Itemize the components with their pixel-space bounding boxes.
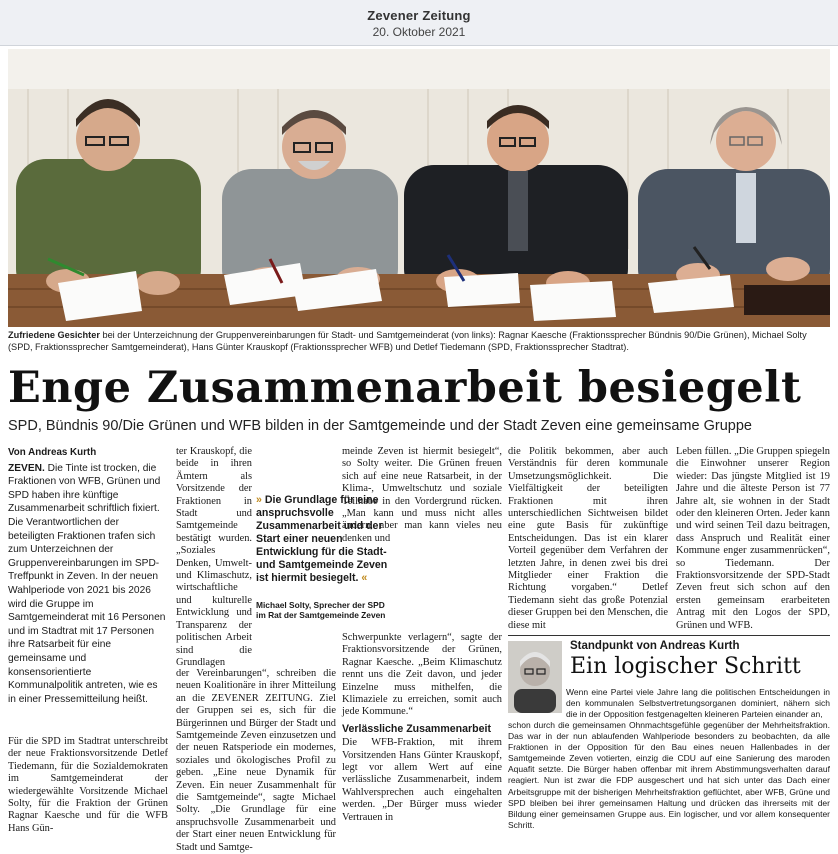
pull-quote-source: Michael Solty, Sprecher der SPD im Rat der Samtgemeinde Zeven xyxy=(256,600,386,620)
column-5-text: Leben füllen. „Die Gruppen spiegeln die Einwohner unserer Region wieder: Das jüngste Mitglied ist 19 Jahre und die älteste Person ist 77 Jahre alt, sie wohnen in der Stadt oder den kleineren Orten. Jeder kann und wird seinen Teil dazu beitragen, dass Anspruch und Realität einer Kommune enger zusammenrücken“, so Tiedemann. Der Fraktionsvorsitzende der SPD-Stadt Zeven freut sich schon auf den ersten gemeinsam erarbeiteten Antrag mit den Logos der SPD, Grünen und WFB. xyxy=(676,446,830,631)
commentary-divider xyxy=(508,635,830,636)
article-column-3b xyxy=(342,632,502,824)
quote-close-mark: « xyxy=(361,572,368,584)
author-portrait xyxy=(508,641,562,713)
headline: Enge Zusammenarbeit besiegelt xyxy=(8,363,802,413)
article-column-1b xyxy=(8,736,168,835)
commentary-text-2: schon durch die gemeinsamen Ohnmachtsgefühle gegenüber der Mehrheitsfraktion. Das war in der nun ablaufenden Wahlperiode besonders zu beobachten, da alle Fraktionen in der Opposition für den Bau eines neuen Hallenbades in der Samtgemeinde Zeven votierten, einzig die CDU auf eine Sanierung des maroden Aquafit setzte. Die Bürger haben offenbar mit ihrem Abstimmungsverhalten darauf reagiert. Nun ist zwar die FDP ausgeschert und hat sich unter das Dach einer Arbeitsgruppe mit der bisherigen Mehrheitsfraktion geflüchtet, aber WFB, Grüne und SPD bleiben bei ihrer gemeinsamen Haltung und drücken das ihrerseits mit der Bildung einer gemeinsamen Gruppe aus. Ein logischer, und vor allem konsequenter Schritt. xyxy=(508,720,830,830)
column-3a-text: meinde Zeven ist hiermit besiegelt“, so Solty weiter. Die Grünen freuen sich auf eine neue Ratsarbeit, in der Klima-, Umweltschutz und soziale Teilhabe in den Vordergrund rücken. „Man kann und muss nicht alles ändern, aber man kann vieles neu denken und xyxy=(342,446,502,544)
column-1-text: Die Tinte ist trocken, die Fraktionen von WFB, Grünen und SPD haben ihre künftige Zusammenarbeit schriftlich fixiert. Die Verantwortlichen der beteiligten Fraktionen trafen sich zum Unterzeichnen der Gruppenvereinbarungen im SPD-Treffpunkt in Zeven. In der neuen Wahlperiode von 2021 bis 2026 wird die Gruppe im Samtgemeinderat mit 16 Personen und im Stadtrat mit 17 Personen ihre Ratsarbeit für eine gemeinsame und konsensorientierte Kommunalpolitik antreten, wie es in einer Pressemitteilung heißt. xyxy=(8,462,166,705)
caption-lead: Zufriedene Gesichter xyxy=(8,330,100,340)
article-column-3a xyxy=(342,446,502,545)
app-header xyxy=(0,0,838,46)
article-photo xyxy=(8,49,830,327)
subheadline: SPD, Bündnis 90/Die Grünen und WFB bilden in der Samtgemeinde und der Stadt Zeven eine gemeinsame Gruppe xyxy=(8,418,752,434)
commentary-label: Standpunkt von Andreas Kurth xyxy=(570,640,740,652)
dateline: ZEVEN. xyxy=(8,462,45,474)
article-column-5 xyxy=(676,446,830,632)
caption-text: bei der Unterzeichnung der Gruppenvereinbarungen für Stadt- und Samtgemeinderat (von links): Ragnar Kaesche (Fraktionssprecher Bündnis 90/Die Grünen), Michael Solty (SPD, Fraktionssprecher Samtgemeinderat), Hans Günter Krauskopf (Fraktionssprecher WFB) und Detlef Tiedemann (SPD, Fraktionssprecher Stadtrat). xyxy=(8,330,807,352)
commentary-text-1: Wenn eine Partei viele Jahre lang die politischen Entscheidungen in den kommunalen Selbstvertretungsorganen dominiert, nähern sich die in der Opposition festgenagelten kleineren Parteien einander an, xyxy=(566,687,830,720)
section-subheading: Verlässliche Zusammenarbeit xyxy=(342,722,491,735)
commentary-title: Ein logischer Schritt xyxy=(570,654,801,679)
column-1b-text: Für die SPD im Stadtrat unterschreibt der neue Fraktionsvorsitzende Detlef Tiedemann, für die Sozialdemokraten im Samtgemeinderat der wiedergewählte Vorsitzende Michael Solty, für die Fraktion der Grünen Ragnar Kaesche und für die WFB Hans Gün- xyxy=(8,736,168,834)
column-2a-text: ter Krauskopf, die beide in ihren Ämtern als Vorsitzende der Fraktionen in Stadt und Samtgemeinde bestätigt wurden. „Soziales Denken, Umwelt- und Klimaschutz, wirtschaftliche und kulturelle Entwicklung und Transparenz der politischen Arbeit sind die Grundlagen xyxy=(176,446,252,668)
photo-caption xyxy=(8,330,830,353)
column-3b-text: Schwerpunkte verlagern“, sagte der Fraktionsvorsitzende der Grünen, Ragnar Kaesche. „Beim Klimaschutz rennt uns die Zeit davon, und jeder Einzelne muss mithelfen, die Klimaziele zu erreichen, somit auch jede Kommune.“ xyxy=(342,632,502,718)
issue-date: 20. Oktober 2021 xyxy=(372,25,466,39)
byline: Von Andreas Kurth xyxy=(8,447,97,458)
article-column-1 xyxy=(8,446,168,706)
column-3c-text: Die WFB-Fraktion, mit ihrem Vorsitzenden Hans Günter Krauskopf, legt vor allem Wert auf eine verlässliche Zusammenarbeit, indem Wahlversprechen auch eingehalten werden. „Der Bürger muss wieder Vertrauen in xyxy=(342,737,502,823)
column-4-text: die Politik bekommen, aber auch Verständnis für deren kommunale Umsetzungsmöglichkeit. Die Vielfältigkeit der beteiligten Fraktionen mit ihren unterschiedlichen Sichtweisen bildet eine gute Basis für zukünftige Entscheidungen. Das ist ein klarer Vorteil gegenüber dem Verfahren der letzten Jahre, in denen zwei bis drei Mitglieder einer Fraktion die Richtung vorgaben.“ Detlef Tiedemann sieht das große Potenzial dieser Gruppen bei den Menschen, die diese mit xyxy=(508,446,668,631)
article-column-4 xyxy=(508,446,668,632)
newspaper-title: Zevener Zeitung xyxy=(367,8,471,23)
column-2b-text: der Vereinbarungen“, schreiben die neuen Koalitionäre in ihrer Mitteilung an die ZEVENER ZEITUNG. Ziel der Gruppen sei es, sich für die Bürgerinnen und Bürger der Stadt und Samtgemeinde Zeven einzusetzen und der neuen Ratsperiode ein modernes, soziales und ökologisches Profil zu geben. „Eine neue Dynamik für Zeven. Ein neuer Zusammenhalt für die Samtgemeinde“, sagte Michael Solty. „Die Grundlage für eine anspruchsvolle Zusammenarbeit und der Start einer neuen Entwicklung für Stadt und Samtge- xyxy=(176,668,336,853)
pull-quote-text: Die Grundlage für eine anspruchsvolle Zusammenarbeit und der Start einer neuen Entwicklung für die Stadt- und Samtgemeinde Zeven ist hiermit besiegelt. xyxy=(256,494,388,584)
article-column-2a xyxy=(176,446,252,669)
quote-open-mark: » xyxy=(256,494,262,506)
article-column-2b xyxy=(176,668,336,854)
